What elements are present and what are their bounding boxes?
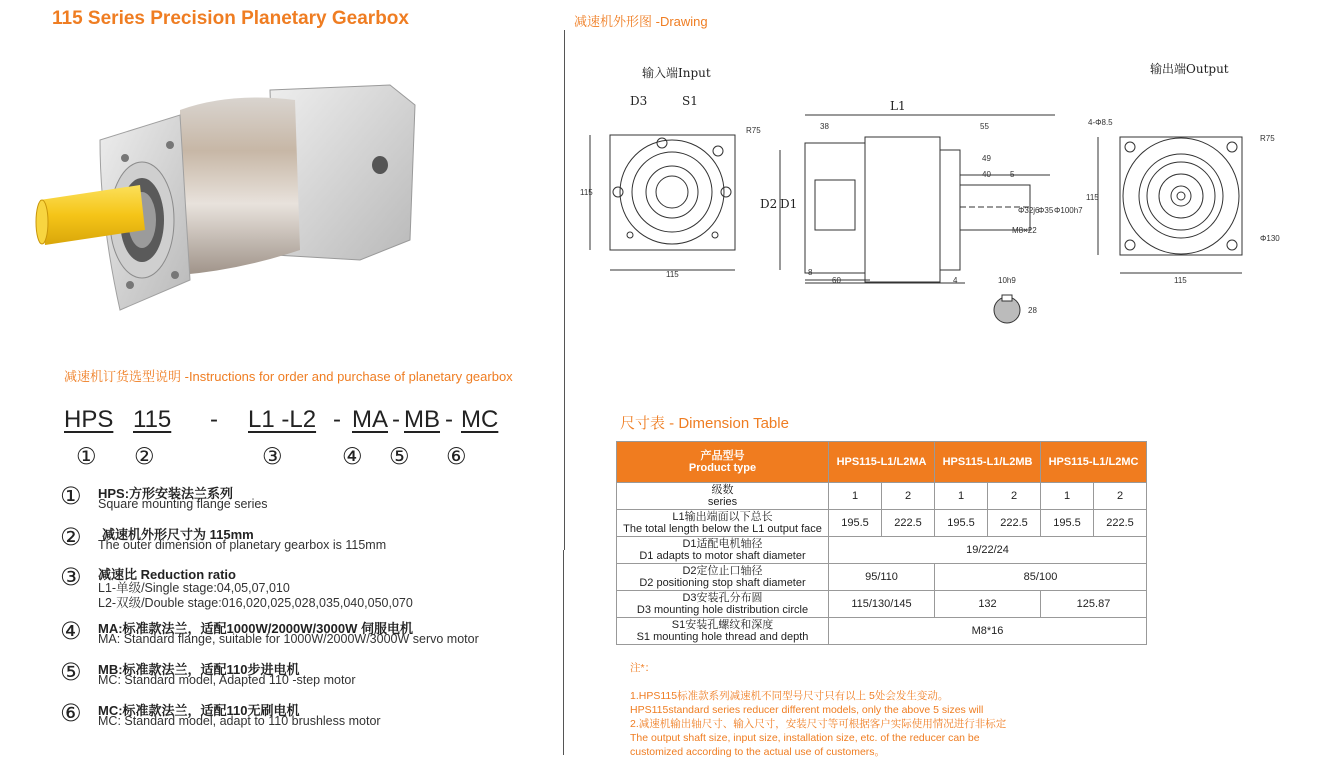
row-label-en: The total length below the L1 output face (623, 523, 822, 535)
table-row-l1 (617, 510, 1147, 537)
table-cell: 19/22/24 (829, 537, 1147, 564)
code-dash-1: - (210, 406, 218, 433)
note-line: 1.HPS115标准款系列减速机不同型号尺寸只有以上 5处会发生变动。 (630, 690, 949, 702)
code-dash-3: - (392, 406, 400, 433)
gearbox-drawing (570, 55, 1330, 335)
row-label (617, 618, 829, 645)
table-cell: 115/130/145 (829, 591, 935, 618)
side-view (780, 115, 1055, 283)
item-number: ⑤ (60, 659, 82, 686)
table-cell: 1 (829, 483, 882, 510)
column-divider (564, 30, 565, 550)
m8-label: M8×22 (1012, 226, 1037, 235)
item-number: ② (60, 524, 82, 551)
table-cell: 222.5 (882, 510, 935, 537)
note-line: customized according to the actual use of customers。 (630, 746, 886, 758)
code-size: 115 (133, 406, 172, 433)
code-dash-2: - (333, 406, 341, 433)
code-hps: HPS (64, 406, 114, 433)
table-cell: 125.87 (1041, 591, 1147, 618)
r75-right: R75 (1260, 134, 1275, 143)
item-number: ④ (60, 618, 82, 645)
header-product-type (617, 442, 829, 483)
note-line: The output shaft size, input size, installation size, etc. of the reducer can be (630, 732, 980, 744)
row-label-cn: S1安装孔螺纹和深度 (671, 619, 774, 631)
header-model-mc: HPS115-L1/L2MC (1041, 442, 1147, 483)
item-number: ③ (60, 564, 82, 591)
row-label-en: S1 mounting hole thread and depth (636, 631, 809, 643)
gearbox-photo (30, 70, 470, 350)
header-product-cn: 产品型号 (700, 450, 745, 462)
code-ma: MA (352, 406, 388, 433)
row-label (617, 564, 829, 591)
code-num-1: ① (76, 443, 97, 469)
instructions-title: 减速机订货选型说明 -Instructions for order and purchase of planetary gearbox (64, 369, 513, 384)
d1-label: D1 (780, 197, 798, 211)
output-view (1098, 137, 1242, 273)
item-number: ① (60, 483, 82, 510)
header-product-en: Product type (688, 462, 757, 474)
table-cell: 132 (935, 591, 1041, 618)
item-title: 减速机外形尺寸为 115mm (102, 527, 254, 542)
d3-label: D3 (630, 94, 648, 108)
phi130-label: Φ130 (1260, 234, 1280, 243)
table-cell: 195.5 (1041, 510, 1094, 537)
dim-5: 5 (1010, 170, 1015, 179)
row-label (617, 537, 829, 564)
dim-4: 4 (953, 276, 958, 285)
table-row-s1 (617, 618, 1147, 645)
table-row-d1 (617, 537, 1147, 564)
item-title: MC:标准款法兰，适配110无刷电机 (98, 703, 300, 718)
row-label (617, 591, 829, 618)
input-view (590, 135, 735, 270)
code-mb: MB (404, 406, 440, 433)
row-label-en: D2 positioning stop shaft diameter (639, 577, 806, 589)
table-cell: 2 (988, 483, 1041, 510)
code-num-6: ⑥ (446, 443, 467, 469)
item-line: MC: Standard model, adapt to 110 brushless motor (98, 714, 381, 728)
table-row-series (617, 483, 1147, 510)
row-label-cn: D3安装孔分布圆 (682, 592, 763, 604)
row-label-cn: L1输出端面以下总长 (672, 511, 773, 523)
dim-55: 55 (980, 122, 989, 131)
table-cell: 195.5 (935, 510, 988, 537)
item-title: 减速比 Reduction ratio (98, 567, 236, 582)
note-line: 2.减速机输出轴尺寸、输入尺寸，安装尺寸等可根据客户实际使用情况进行非标定 (630, 718, 1007, 730)
page-title: 115 Series Precision Planetary Gearbox (52, 8, 409, 29)
row-label-cn: D2定位止口轴径 (682, 565, 763, 577)
dim-38: 38 (820, 122, 829, 131)
dim-115-v-right: 115 (1086, 193, 1099, 202)
dimension-table-title: 尺寸表 - Dimension Table (620, 415, 789, 432)
dim-49: 49 (982, 154, 991, 163)
item-line: MA: Standard flange, suitable for 1000W/2000W/3000W servo motor (98, 632, 479, 646)
code-l1l2: L1 -L2 (248, 406, 317, 433)
row-label-cn: 级数 (711, 484, 734, 496)
notes-label: 注*： (630, 662, 656, 674)
dim-60: 60 (832, 276, 841, 285)
holes-label: 4-Φ8.5 (1088, 118, 1113, 127)
table-row-d3 (617, 591, 1147, 618)
row-label-en: series (707, 496, 738, 508)
dim-115-v-left: 115 (580, 188, 593, 197)
output-label: 输出端Output (1150, 62, 1229, 76)
table-row-d2 (617, 564, 1147, 591)
code-num-3: ③ (262, 443, 283, 469)
header-model-ma: HPS115-L1/L2MA (829, 442, 935, 483)
table-cell: 195.5 (829, 510, 882, 537)
table-cell: 2 (1094, 483, 1147, 510)
item-line: L1-单级/Single stage:04,05,07,010 (98, 581, 290, 595)
drawing-title: 减速机外形图 -Drawing (574, 14, 708, 29)
code-dash-4: - (445, 406, 453, 433)
note-line: HPS115standard series reducer different models, only the above 5 sizes will (630, 704, 984, 716)
code-num-4: ④ (342, 443, 363, 469)
dim-115-h-left: 115 (666, 270, 679, 279)
row-label (617, 510, 829, 537)
row-label (617, 483, 829, 510)
item-title: HPS:方形安装法兰系列 (98, 486, 234, 501)
row-label-en: D3 mounting hole distribution circle (636, 604, 809, 616)
item-title: MB:标准款法兰，适配110步进电机 (98, 662, 300, 677)
table-cell: 95/110 (829, 564, 935, 591)
dim-40: 40 (982, 170, 991, 179)
table-cell: 2 (882, 483, 935, 510)
item-line: L2-双级/Double stage:016,020,025,028,035,040,050,070 (98, 596, 413, 610)
table-cell: 1 (1041, 483, 1094, 510)
shaft-section (994, 295, 1020, 323)
r75-left: R75 (746, 126, 761, 135)
dim-28: 28 (1028, 306, 1037, 315)
dimension-table (616, 441, 1147, 645)
item-line: The outer dimension of planetary gearbox is 115mm (98, 538, 387, 552)
item-title: MA:标准款法兰，适配1000W/2000W/3000W 伺服电机 (98, 621, 413, 636)
phi35-label: Φ35 (1038, 206, 1054, 215)
row-label-en: D1 adapts to motor shaft diameter (639, 550, 806, 562)
table-cell: 85/100 (935, 564, 1147, 591)
item-number: ⑥ (60, 700, 82, 727)
row-label-cn: D1适配电机轴径 (682, 538, 763, 550)
table-cell: M8*16 (829, 618, 1147, 645)
table-cell: 222.5 (988, 510, 1041, 537)
table-cell: 1 (935, 483, 988, 510)
table-header-row (617, 442, 1147, 483)
item-line: Square mounting flange series (98, 497, 268, 511)
key-10-label: 10h9 (998, 276, 1016, 285)
notes (630, 661, 1006, 759)
code-num-2: ② (134, 443, 155, 469)
dim-115-h-right: 115 (1174, 276, 1187, 285)
code-num-5: ⑤ (389, 443, 410, 469)
item-line: MC: Standard model, Adapted 110 -step motor (98, 673, 356, 687)
s1-label: S1 (682, 94, 698, 108)
phi100-label: Φ100h7 (1054, 206, 1083, 215)
d2-label: D2 (760, 197, 778, 211)
code-mc: MC (461, 406, 499, 433)
l1-label: L1 (890, 99, 906, 113)
input-label: 输入端Input (642, 66, 711, 80)
column-divider-lower (563, 550, 564, 755)
table-cell: 222.5 (1094, 510, 1147, 537)
phi32-label: Φ32j6 (1018, 206, 1040, 215)
header-model-mb: HPS115-L1/L2MB (935, 442, 1041, 483)
dim-8: 8 (808, 268, 813, 277)
